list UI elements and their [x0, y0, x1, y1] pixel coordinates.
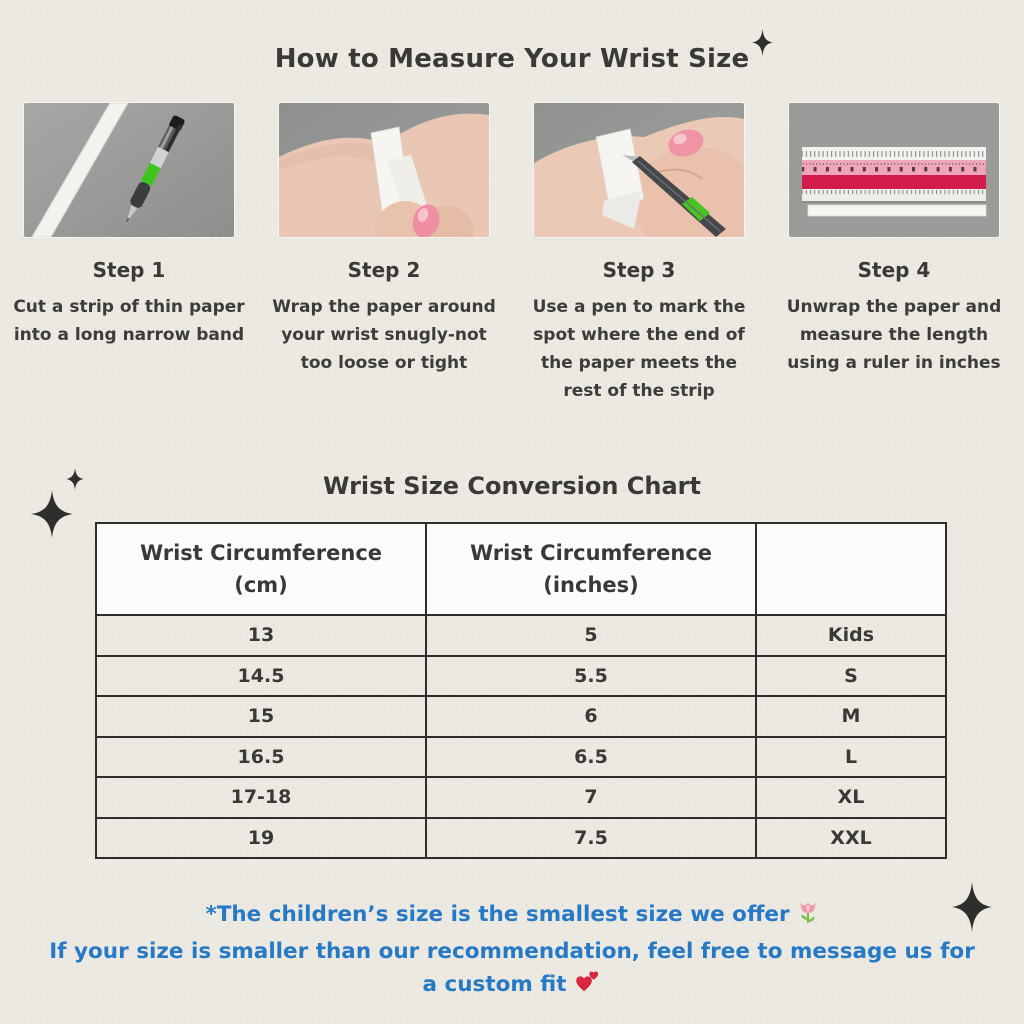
step-column-4	[786, 103, 1002, 405]
table-cell: 6	[426, 696, 756, 737]
table-cell: 6.5	[426, 737, 756, 778]
step-3-photo	[534, 103, 744, 237]
step-description: Wrap the paper around your wrist snugly-not too loose or tight	[272, 297, 496, 373]
step-1-photo	[24, 103, 234, 237]
footer-note	[0, 898, 1024, 1005]
footer-line-3-text: a custom fit	[422, 972, 567, 997]
page-title: How to Measure Your Wrist Size	[274, 44, 750, 74]
footer-line-1-text: *The children’s size is the smallest size we offer	[205, 902, 790, 927]
table-cell: 5.5	[426, 656, 756, 697]
step-label: Step 4	[857, 258, 931, 282]
table-row	[96, 615, 946, 656]
step-4-photo	[789, 103, 999, 237]
table-cell: 7.5	[426, 818, 756, 859]
table-cell: 15	[96, 696, 426, 737]
step-column-1	[13, 103, 245, 405]
footer-line-2	[0, 935, 1024, 968]
step-label: Step 1	[92, 258, 166, 282]
table-cell: M	[756, 696, 946, 737]
table-cell: Kids	[756, 615, 946, 656]
table-cell: 16.5	[96, 737, 426, 778]
table-row	[96, 777, 946, 818]
table-cell: 19	[96, 818, 426, 859]
header-cell-cm: Wrist Circumference (cm)	[96, 523, 426, 615]
table-row	[96, 737, 946, 778]
step-column-2	[272, 103, 496, 405]
table-cell: 17-18	[96, 777, 426, 818]
footer-line-2-text: If your size is smaller than our recommendation, feel free to message us for	[49, 939, 975, 964]
steps-row	[13, 103, 1002, 405]
wrist-size-conversion-table	[95, 522, 947, 859]
table-cell: XXL	[756, 818, 946, 859]
two-hearts-icon	[574, 971, 602, 1005]
header-cell-size	[756, 523, 946, 615]
conversion-chart-title: Wrist Size Conversion Chart	[323, 472, 701, 500]
sparkle-icon	[752, 29, 773, 56]
step-description: Use a pen to mark the spot where the end of the paper meets the rest of the strip	[532, 297, 746, 401]
footer-line-1	[0, 898, 1024, 935]
table-cell: 14.5	[96, 656, 426, 697]
table-cell: L	[756, 737, 946, 778]
step-label: Step 3	[602, 258, 676, 282]
ruler-illustration	[802, 147, 986, 203]
step-description: Cut a strip of thin paper into a long narrow band	[13, 297, 245, 345]
table-cell: XL	[756, 777, 946, 818]
paper-strip	[808, 205, 986, 216]
table-cell: 5	[426, 615, 756, 656]
table-row	[96, 818, 946, 859]
step-column-3	[534, 103, 744, 405]
footer-line-3	[0, 968, 1024, 1005]
step-label: Step 2	[347, 258, 421, 282]
step-description: Unwrap the paper and measure the length using a ruler in inches	[786, 297, 1002, 373]
step-2-photo	[279, 103, 489, 237]
table-cell: S	[756, 656, 946, 697]
header-cell-inches: Wrist Circumference (inches)	[426, 523, 756, 615]
table-row	[96, 656, 946, 697]
table-header-row	[96, 523, 946, 615]
table-row	[96, 696, 946, 737]
table-cell: 13	[96, 615, 426, 656]
table-cell: 7	[426, 777, 756, 818]
tulip-icon	[797, 901, 819, 935]
